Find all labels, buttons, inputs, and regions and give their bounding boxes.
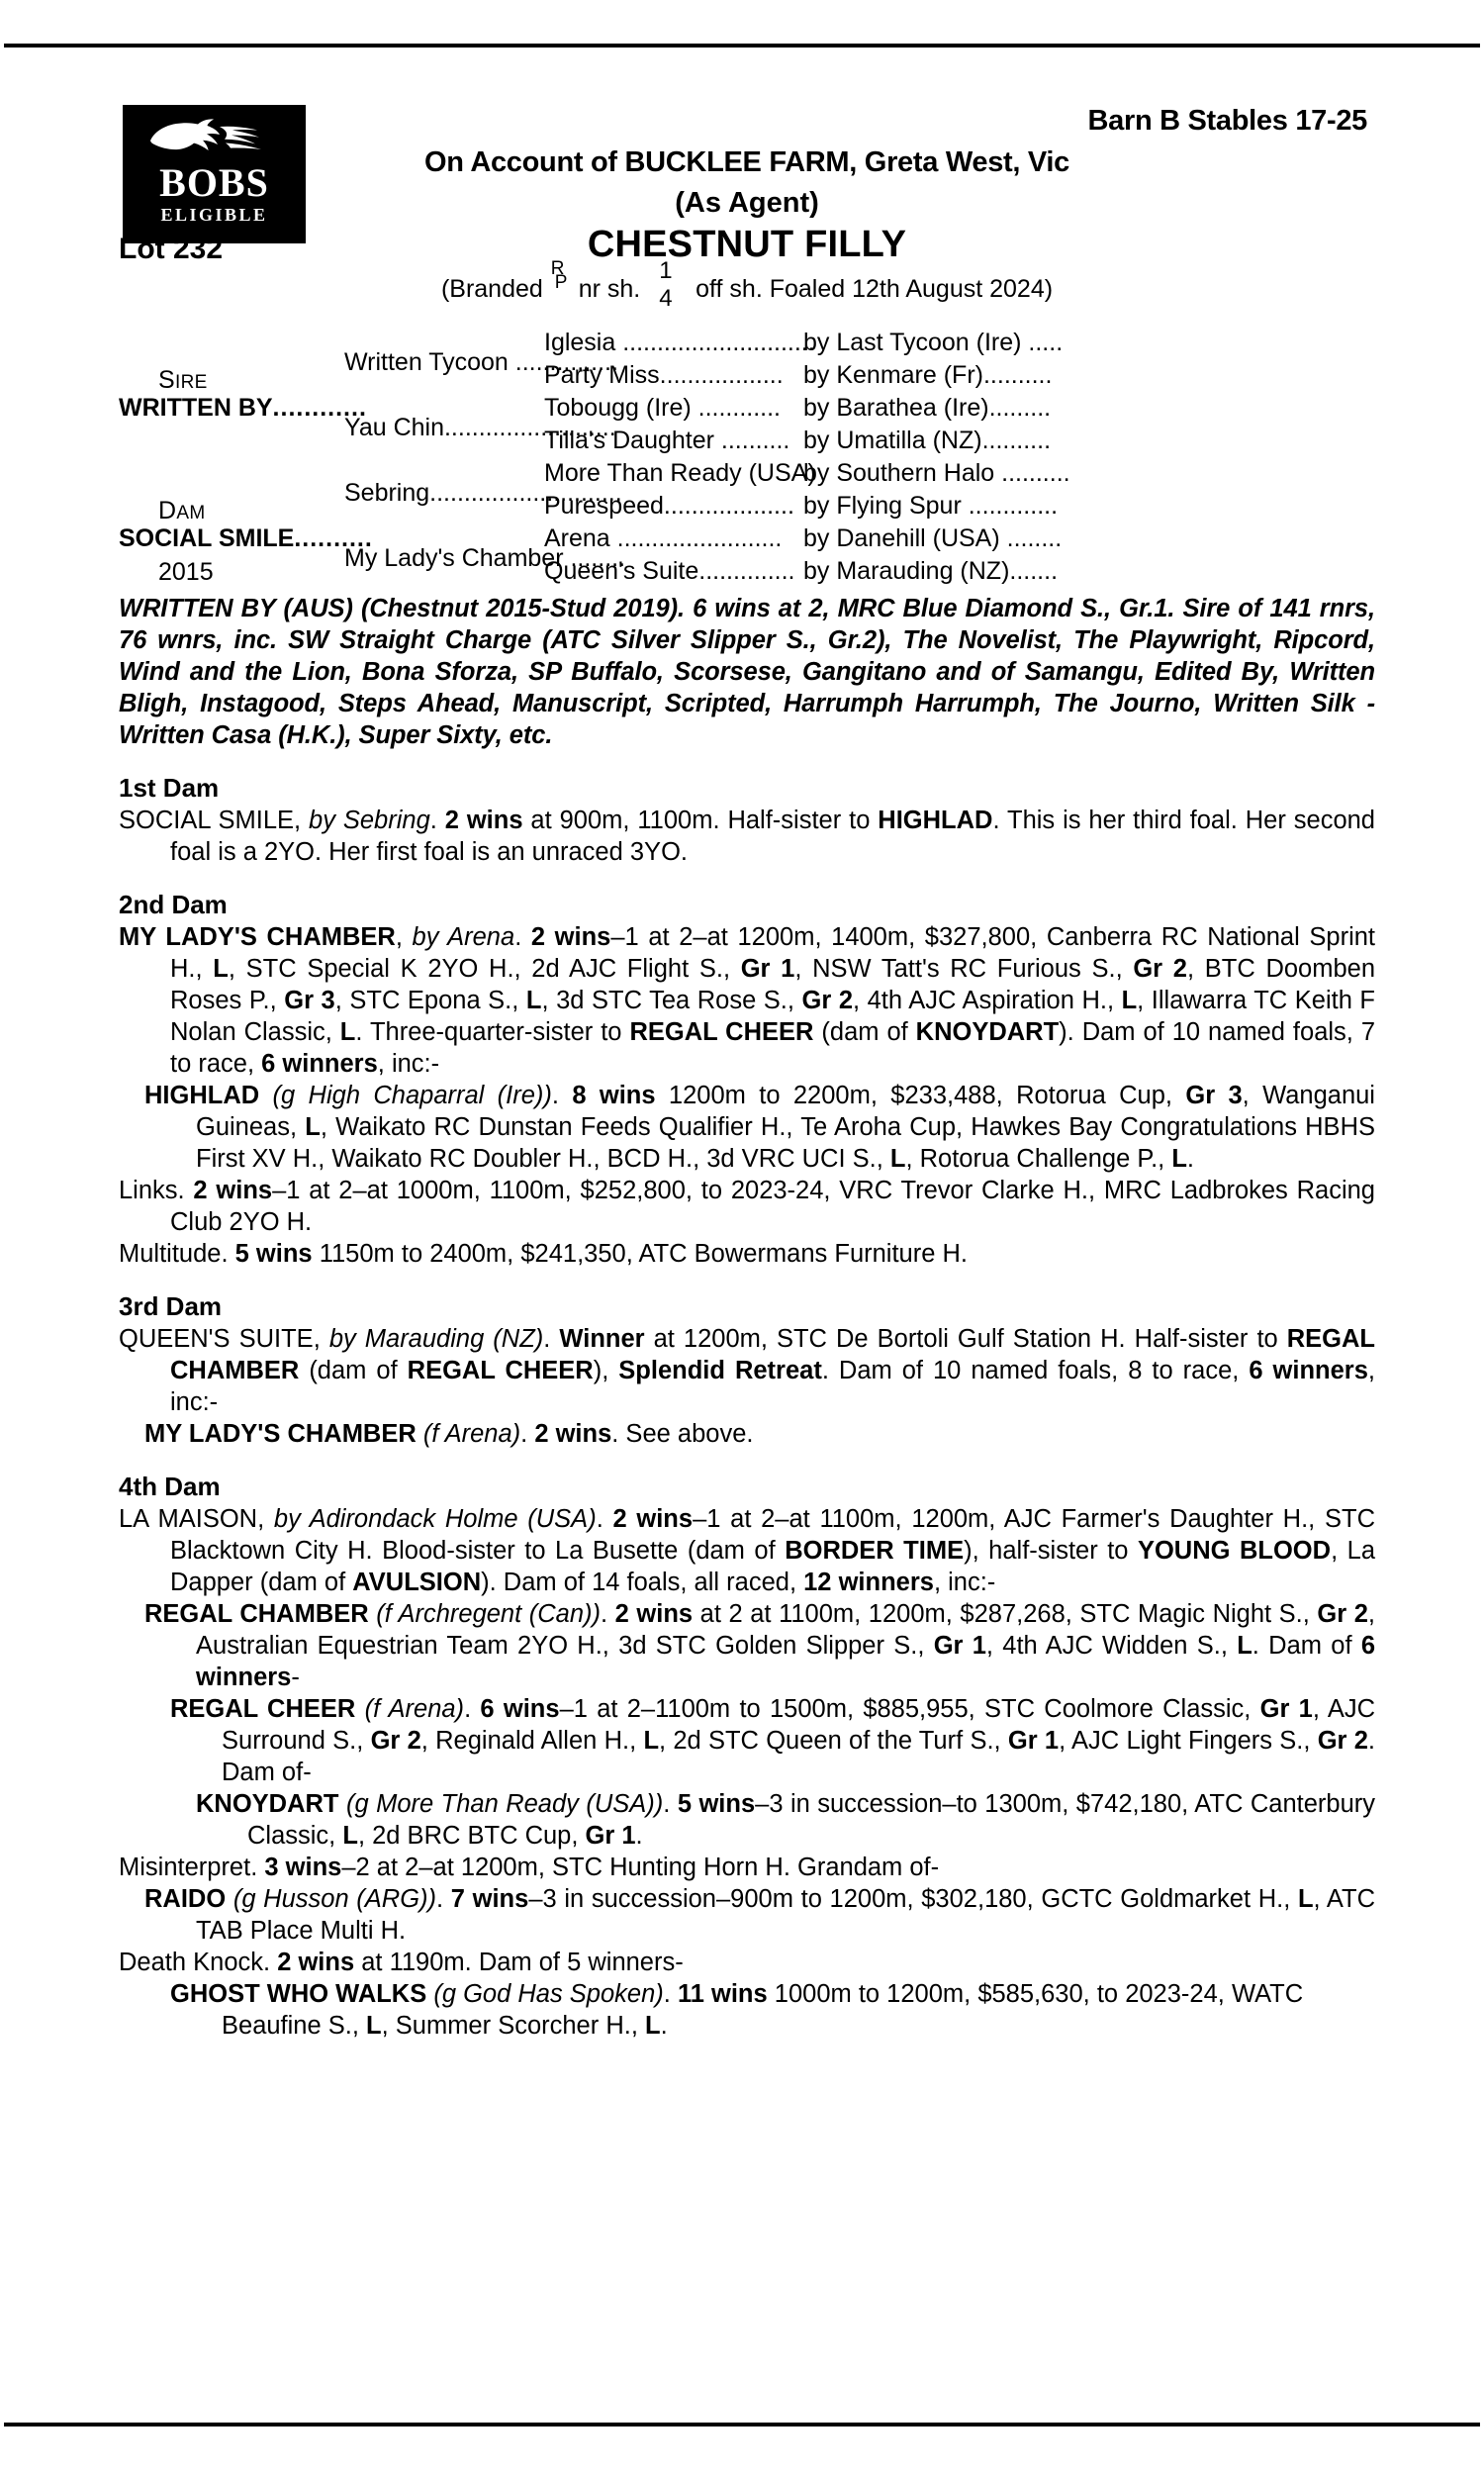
page-title: CHESTNUT FILLY	[587, 224, 907, 265]
sire-name: WRITTEN BY............	[119, 394, 367, 422]
logo-wordmark: BOBS	[159, 160, 269, 205]
barn-location: Barn B Stables 17-25	[1087, 105, 1367, 137]
fourth-dam-progeny: REGAL CHAMBER (f Archregent (Can)). 2 wins at 2 at 1100m, 1200m, $287,268, STC Magic Night S., Gr 2, Australian Equestrian Team 2YO H., 3d STC Golden Slipper S., Gr 1, 4th AJC Widden S., L. Dam of 6 winners-	[144, 1600, 1376, 1691]
pedigree-gen3-item: Queen's Suite..............	[544, 557, 795, 585]
branded-near-side: nr sh.	[578, 275, 641, 303]
second-dam-text: MY LADY'S CHAMBER, by Arena. 2 wins–1 at 2–at 1200m, 1400m, $327,800, Canberra RC National Sprint H., L, STC Special K 2YO H., 2d AJC Flight S., Gr 1, NSW Tatt's RC Furious S., Gr 2, BTC Doomben Roses P., Gr 3, STC Epona S., L, 3d STC Tea Rose S., Gr 2, 4th AJC Aspiration H., L, Illawarra TC Keith F Nolan Classic, L. Three-quarter-sister to REGAL CHEER (dam of KNOYDART). Dam of 10 named foals, 7 to race, 6 winners, inc:-	[119, 923, 1376, 1078]
as-agent-note: (As Agent)	[675, 187, 819, 219]
brand-mark-top: R	[550, 258, 565, 279]
second-dam-heading: 2nd Dam	[119, 890, 228, 919]
third-dam-heading: 3rd Dam	[119, 1291, 223, 1321]
pedigree-gen4-item: by Danehill (USA) ........	[803, 524, 1063, 552]
pedigree-gen2-item: Sebring............................	[344, 479, 622, 507]
sire-label: SIRE	[158, 366, 208, 394]
fourth-dam-progeny: RAIDO (g Husson (ARG)). 7 wins–3 in succession–900m to 1200m, $302,180, GCTC Goldmarket H., L, ATC TAB Place Multi H.	[144, 1885, 1375, 1945]
pedigree-gen2-item: Yau Chin.........................	[344, 414, 616, 441]
second-dam-progeny: Links. 2 wins–1 at 2–at 1000m, 1100m, $252,800, to 2023-24, VRC Trevor Clarke H., MRC Ladbrokes Racing Club 2YO H.	[119, 1177, 1375, 1236]
top-rule	[4, 44, 1480, 48]
pedigree-gen4-item: by Barathea (Ire).........	[803, 394, 1052, 422]
bottom-rule	[4, 2423, 1480, 2426]
pedigree-table	[119, 329, 1375, 591]
fourth-dam-progeny: Misinterpret. 3 wins–2 at 2–at 1200m, STC Hunting Horn H. Grandam of-	[119, 1854, 940, 1881]
fourth-dam-heading: 4th Dam	[119, 1472, 221, 1501]
pedigree-gen4-item: by Last Tycoon (Ire) .....	[803, 329, 1064, 356]
fourth-dam-progeny: REGAL CHEER (f Arena). 6 wins–1 at 2–1100m to 1500m, $885,955, STC Coolmore Classic, Gr 1, AJC Surround S., Gr 2, Reginald Allen H., L, 2d STC Queen of the Turf S., Gr 1, AJC Light Fingers S., Gr 2. Dam of-	[170, 1695, 1376, 1786]
brand-fraction-denominator: 4	[659, 285, 673, 312]
fourth-dam-progeny: Death Knock. 2 wins at 1190m. Dam of 5 winners-	[119, 1949, 684, 1976]
dam-label: DAM	[158, 497, 206, 524]
branded-prefix: (Branded	[440, 275, 543, 303]
pedigree-gen3-item: Arena ........................	[544, 524, 783, 552]
pedigree-gen4-item: by Kenmare (Fr)..........	[803, 361, 1053, 389]
first-dam-heading: 1st Dam	[119, 773, 220, 803]
pedigree-gen3-item: Iglesia ............................	[544, 329, 815, 356]
page-content	[119, 95, 1375, 2042]
pedigree-gen3-item: More Than Ready (USA)	[544, 459, 816, 487]
fourth-dam-progeny: KNOYDART (g More Than Ready (USA)). 5 wins–3 in succession–to 1300m, $742,180, ATC Canterbury Classic, L, 2d BRC BTC Cup, Gr 1.	[196, 1790, 1375, 1850]
pedigree-gen3-item: Tobougg (Ire) ............	[544, 394, 781, 422]
third-dam-text: QUEEN'S SUITE, by Marauding (NZ). Winner at 1200m, STC De Bortoli Gulf Station H. Half-sister to REGAL CHAMBER (dam of REGAL CHEER), Splendid Retreat. Dam of 10 named foals, 8 to race, 6 winners, inc:-	[119, 1325, 1375, 1416]
pedigree-gen4-item: by Southern Halo ..........	[803, 459, 1070, 487]
fourth-dam-progeny: GHOST WHO WALKS (g God Has Spoken). 11 wins 1000m to 1200m, $585,630, to 2023-24, WATC Beaufine S., L, Summer Scorcher H., L.	[170, 1980, 1304, 2040]
pedigree-gen4-item: by Marauding (NZ).......	[803, 557, 1059, 585]
dam-name: SOCIAL SMILE..........	[119, 524, 373, 552]
branding-line	[119, 257, 1375, 312]
pedigree-gen3-item: Party Miss..................	[544, 361, 784, 389]
brand-fraction-numerator: 1	[659, 257, 673, 284]
fourth-dam-text: LA MAISON, by Adirondack Holme (USA). 2 wins–1 at 2–at 1100m, 1200m, AJC Farmer's Daughter H., STC Blacktown City H. Blood-sister to La Busette (dam of BORDER TIME), half-sister to YOUNG BLOOD, La Dapper (dam of AVULSION). Dam of 14 foals, all raced, 12 winners, inc:-	[119, 1505, 1376, 1596]
dam-year: 2015	[158, 558, 214, 586]
pedigree-gen4-item: by Umatilla (NZ)..........	[803, 427, 1052, 454]
pedigree-gen3-item: Tilla's Daughter ..........	[544, 427, 790, 454]
second-dam-progeny: Multitude. 5 wins 1150m to 2400m, $241,350, ATC Bowermans Furniture H.	[119, 1240, 968, 1268]
second-dam-progeny: HIGHLAD (g High Chaparral (Ire)). 8 wins 1200m to 2200m, $233,488, Rotorua Cup, Gr 3, Wanganui Guineas, L, Waikato RC Dunstan Feeds Qualifier H., Te Aroha Cup, Hawkes Bay Congratulations HBHS First XV H., Waikato RC Doubler H., BCD H., 3d VRC UCI S., L, Rotorua Challenge P., L.	[144, 1082, 1375, 1173]
sire-summary: WRITTEN BY (AUS) (Chestnut 2015-Stud 2019). 6 wins at 2, MRC Blue Diamond S., Gr.1. Sire of 141 rnrs, 76 wnrs, inc. SW Straight Charge (ATC Silver Slipper S., Gr.2), The Novelist, The Playwright, Ripcord, Wind and the Lion, Bona Sforza, SP Buffalo, Scorsese, Gangitano and of Samangu, Edited By, Written Bligh, Instagood, Steps Ahead, Manuscript, Scripted, Harrumph Harrumph, The Journo, Written Silk - Written Casa (H.K.), Super Sixty, etc.	[119, 595, 1375, 749]
brand-mark-bottom: P	[554, 272, 568, 293]
branded-suffix: off sh. Foaled 12th August 2024)	[696, 275, 1054, 303]
pedigree-gen2-item: Written Tycoon ...............	[344, 348, 618, 376]
pedigree-gen4-item: by Flying Spur .............	[803, 492, 1059, 520]
pedigree-gen3-item: Purespeed...................	[544, 492, 794, 520]
logo-subtext: ELIGIBLE	[160, 205, 268, 225]
first-dam-text: SOCIAL SMILE, by Sebring. 2 wins at 900m, 1100m. Half-sister to HIGHLAD. This is her third foal. Her second foal is a 2YO. Her first foal is an unraced 3YO.	[119, 807, 1375, 866]
vendor-account: On Account of BUCKLEE FARM, Greta West, Vic	[423, 146, 1070, 178]
header	[119, 95, 1375, 323]
third-dam-progeny: MY LADY'S CHAMBER (f Arena). 2 wins. See above.	[144, 1420, 754, 1448]
pedigree-gen2-item: My Lady's Chamber ........	[344, 544, 626, 572]
lot-number: Lot 232	[119, 233, 224, 265]
